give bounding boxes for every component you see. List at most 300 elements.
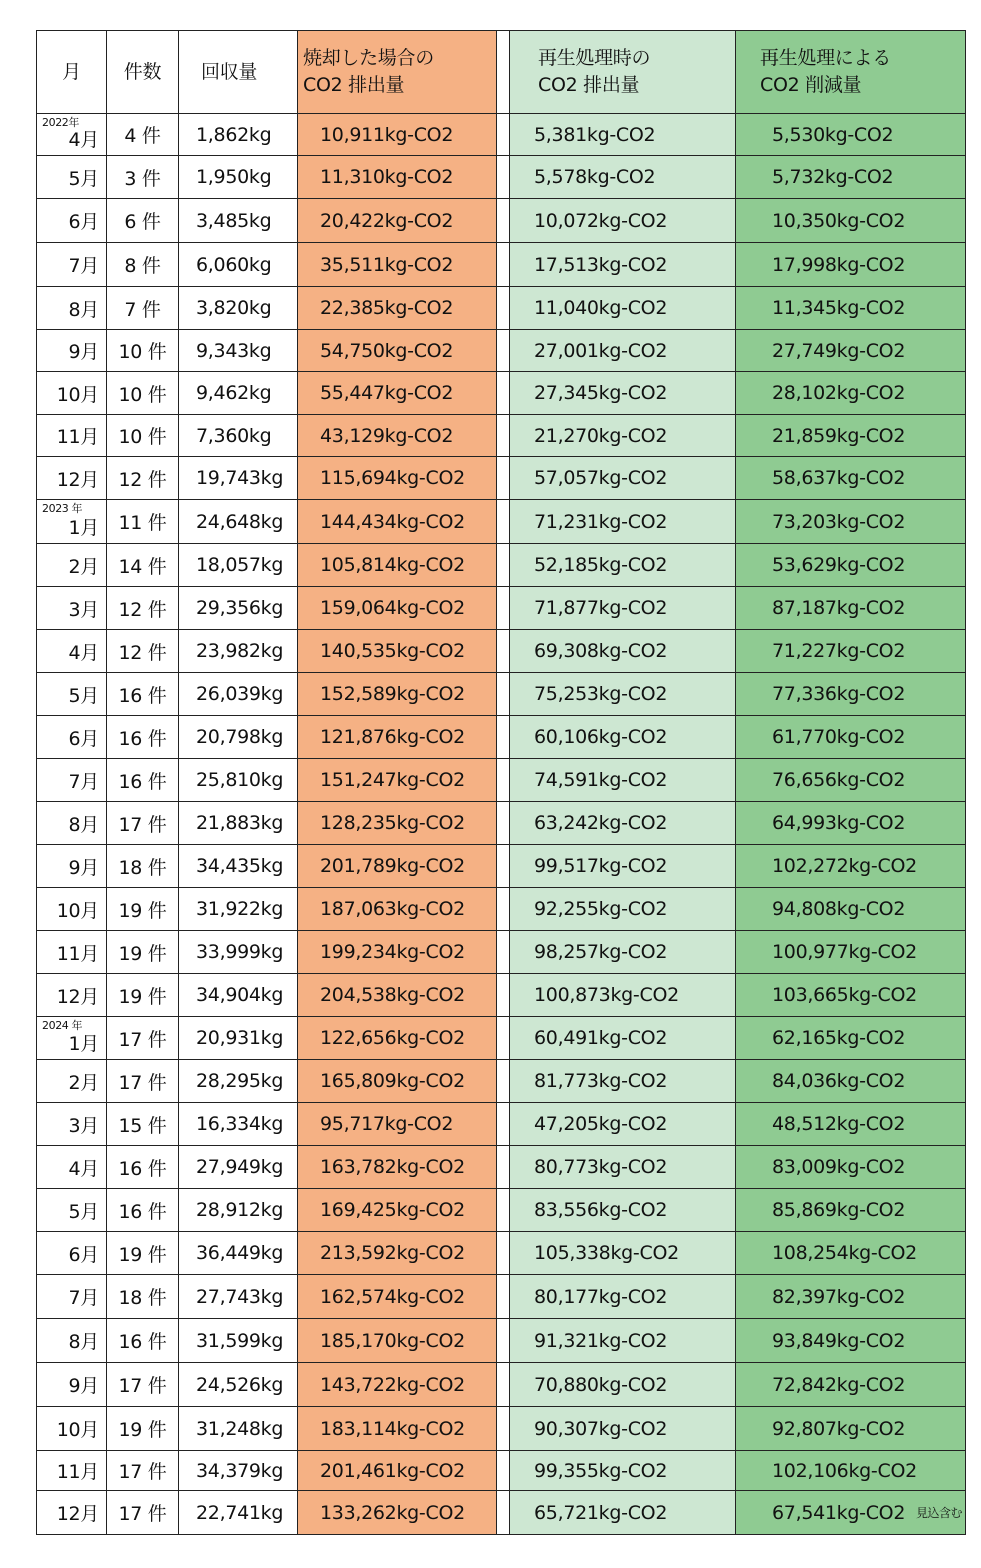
spacer-cell (497, 888, 510, 931)
regeneration-cell: 21,270kg-CO2 (510, 415, 736, 457)
month-label: 5月 (68, 684, 99, 707)
month-cell (37, 114, 107, 156)
incineration-cell: 201,461kg-CO2 (298, 1451, 497, 1491)
regeneration-cell: 98,257kg-CO2 (510, 931, 736, 974)
count-cell: 11 件 (107, 500, 179, 544)
incineration-cell: 133,262kg-CO2 (298, 1491, 497, 1535)
reduction-cell: 72,842kg-CO2 (736, 1363, 966, 1407)
amount-cell: 36,449kg (179, 1232, 298, 1275)
month-label: 7月 (68, 770, 99, 793)
month-label: 9月 (68, 341, 99, 363)
spacer-cell (497, 630, 510, 673)
amount-cell: 21,883kg (179, 802, 298, 845)
amount-cell: 18,057kg (179, 544, 298, 587)
incineration-cell: 151,247kg-CO2 (298, 759, 497, 802)
reduction-cell: 64,993kg-CO2 (736, 802, 966, 845)
incineration-cell: 183,114kg-CO2 (298, 1407, 497, 1451)
count-cell: 17 件 (107, 1363, 179, 1407)
count-cell: 6 件 (107, 199, 179, 243)
month-label: 1月 (68, 1033, 99, 1055)
table-row (37, 1491, 966, 1535)
reduction-cell: 17,998kg-CO2 (736, 243, 966, 287)
regeneration-cell: 5,578kg-CO2 (510, 156, 736, 199)
count-cell: 17 件 (107, 1451, 179, 1491)
table-row (37, 1060, 966, 1103)
month-label: 12月 (56, 468, 99, 491)
incineration-cell: 11,310kg-CO2 (298, 156, 497, 199)
header-incineration-line2: CO2 排出量 (303, 74, 405, 96)
month-cell (37, 888, 107, 931)
month-cell (37, 1189, 107, 1232)
table-row (37, 330, 966, 372)
amount-cell: 22,741kg (179, 1491, 298, 1535)
amount-cell: 20,931kg (179, 1017, 298, 1060)
month-label: 10月 (56, 1419, 99, 1441)
month-label: 12月 (56, 1503, 99, 1525)
spacer-cell (497, 1017, 510, 1060)
reduction-cell: 87,187kg-CO2 (736, 587, 966, 630)
month-label: 11月 (56, 426, 99, 448)
count-cell: 10 件 (107, 372, 179, 415)
reduction-cell: 10,350kg-CO2 (736, 199, 966, 243)
month-label: 11月 (56, 1461, 99, 1483)
regeneration-cell: 47,205kg-CO2 (510, 1103, 736, 1146)
count-cell: 19 件 (107, 931, 179, 974)
month-label: 4月 (68, 129, 99, 151)
spacer-cell (497, 1232, 510, 1275)
reduction-cell: 102,106kg-CO2 (736, 1451, 966, 1491)
incineration-cell: 55,447kg-CO2 (298, 372, 497, 415)
spacer-cell (497, 544, 510, 587)
regeneration-cell: 74,591kg-CO2 (510, 759, 736, 802)
reduction-cell: 28,102kg-CO2 (736, 372, 966, 415)
reduction-cell: 76,656kg-CO2 (736, 759, 966, 802)
month-label: 7月 (68, 255, 99, 277)
amount-cell: 3,820kg (179, 287, 298, 330)
regeneration-cell: 17,513kg-CO2 (510, 243, 736, 287)
incineration-cell: 128,235kg-CO2 (298, 802, 497, 845)
amount-cell: 25,810kg (179, 759, 298, 802)
spacer-cell (497, 500, 510, 544)
spacer-cell (497, 330, 510, 372)
incineration-cell: 43,129kg-CO2 (298, 415, 497, 457)
header-amount: 回収量 (179, 31, 298, 114)
spacer-cell (497, 1319, 510, 1363)
count-cell: 18 件 (107, 845, 179, 888)
month-cell (37, 673, 107, 716)
header-reduction-line2: CO2 削減量 (760, 74, 862, 96)
table-row (37, 1407, 966, 1451)
reduction-cell: 11,345kg-CO2 (736, 287, 966, 330)
spacer-cell (497, 1146, 510, 1189)
amount-cell: 34,379kg (179, 1451, 298, 1491)
header-incineration (298, 31, 497, 114)
amount-cell: 23,982kg (179, 630, 298, 673)
regeneration-cell: 57,057kg-CO2 (510, 457, 736, 500)
year-label: 2024 年 (42, 1019, 83, 1032)
regeneration-cell: 27,345kg-CO2 (510, 372, 736, 415)
spacer-cell (497, 1407, 510, 1451)
reduction-cell: 67,541kg-CO2 (736, 1491, 966, 1535)
count-cell: 17 件 (107, 1017, 179, 1060)
reduction-cell: 108,254kg-CO2 (736, 1232, 966, 1275)
reduction-cell: 73,203kg-CO2 (736, 500, 966, 544)
regeneration-cell: 90,307kg-CO2 (510, 1407, 736, 1451)
reduction-cell: 21,859kg-CO2 (736, 415, 966, 457)
amount-cell: 34,435kg (179, 845, 298, 888)
month-cell (37, 1319, 107, 1363)
regeneration-cell: 99,355kg-CO2 (510, 1451, 736, 1491)
table-row (37, 673, 966, 716)
amount-cell: 1,862kg (179, 114, 298, 156)
month-cell (37, 931, 107, 974)
table-row (37, 457, 966, 500)
regeneration-cell: 81,773kg-CO2 (510, 1060, 736, 1103)
regeneration-cell: 27,001kg-CO2 (510, 330, 736, 372)
table-row (37, 587, 966, 630)
reduction-cell: 100,977kg-CO2 (736, 931, 966, 974)
reduction-cell: 48,512kg-CO2 (736, 1103, 966, 1146)
regeneration-cell: 69,308kg-CO2 (510, 630, 736, 673)
month-cell (37, 974, 107, 1017)
year-label: 2022年 (42, 116, 79, 129)
count-cell: 16 件 (107, 759, 179, 802)
amount-cell: 29,356kg (179, 587, 298, 630)
month-cell (37, 330, 107, 372)
incineration-cell: 187,063kg-CO2 (298, 888, 497, 931)
header-reduction-line1: 再生処理による (760, 47, 891, 69)
month-cell (37, 1363, 107, 1407)
month-label: 1月 (68, 517, 99, 539)
count-cell: 16 件 (107, 1146, 179, 1189)
regeneration-cell: 60,106kg-CO2 (510, 716, 736, 759)
incineration-cell: 163,782kg-CO2 (298, 1146, 497, 1189)
table-row (37, 415, 966, 457)
table-row (37, 888, 966, 931)
month-cell (37, 372, 107, 415)
month-cell (37, 1146, 107, 1189)
month-cell (37, 1451, 107, 1491)
incineration-cell: 95,717kg-CO2 (298, 1103, 497, 1146)
month-label: 6月 (68, 211, 99, 233)
table-row (37, 156, 966, 199)
co2-reduction-table (36, 30, 966, 1535)
incineration-cell: 152,589kg-CO2 (298, 673, 497, 716)
month-label: 6月 (68, 1243, 99, 1266)
amount-cell: 3,485kg (179, 199, 298, 243)
month-label: 11月 (56, 942, 99, 965)
reduction-cell: 85,869kg-CO2 (736, 1189, 966, 1232)
table-row (37, 1319, 966, 1363)
footnote: 見込含む (916, 1506, 963, 1520)
month-label: 7月 (68, 1287, 99, 1309)
incineration-cell: 143,722kg-CO2 (298, 1363, 497, 1407)
table-row (37, 931, 966, 974)
reduction-cell: 84,036kg-CO2 (736, 1060, 966, 1103)
month-label: 2月 (68, 555, 99, 578)
amount-cell: 27,743kg (179, 1275, 298, 1319)
count-cell: 19 件 (107, 1232, 179, 1275)
spacer-cell (497, 845, 510, 888)
year-label: 2023 年 (42, 502, 83, 515)
spacer-cell (497, 1451, 510, 1491)
incineration-cell: 115,694kg-CO2 (298, 457, 497, 500)
month-label: 10月 (56, 899, 99, 922)
month-cell (37, 1407, 107, 1451)
amount-cell: 7,360kg (179, 415, 298, 457)
spacer-cell (497, 114, 510, 156)
regeneration-cell: 75,253kg-CO2 (510, 673, 736, 716)
count-cell: 10 件 (107, 330, 179, 372)
table-row (37, 199, 966, 243)
amount-cell: 28,912kg (179, 1189, 298, 1232)
incineration-cell: 165,809kg-CO2 (298, 1060, 497, 1103)
incineration-cell: 213,592kg-CO2 (298, 1232, 497, 1275)
header-incineration-line1: 焼却した場合の (303, 47, 434, 69)
regeneration-cell: 99,517kg-CO2 (510, 845, 736, 888)
regeneration-cell: 60,491kg-CO2 (510, 1017, 736, 1060)
month-cell (37, 1491, 107, 1535)
reduction-cell: 93,849kg-CO2 (736, 1319, 966, 1363)
count-cell: 16 件 (107, 1319, 179, 1363)
regeneration-cell: 105,338kg-CO2 (510, 1232, 736, 1275)
amount-cell: 31,922kg (179, 888, 298, 931)
count-cell: 19 件 (107, 974, 179, 1017)
count-cell: 7 件 (107, 287, 179, 330)
incineration-cell: 159,064kg-CO2 (298, 587, 497, 630)
month-cell (37, 1060, 107, 1103)
spacer-cell (497, 415, 510, 457)
month-label: 8月 (68, 1331, 99, 1353)
month-label: 5月 (68, 167, 99, 190)
incineration-cell: 201,789kg-CO2 (298, 845, 497, 888)
amount-cell: 9,343kg (179, 330, 298, 372)
month-label: 3月 (68, 1114, 99, 1137)
header-spacer (497, 31, 510, 114)
month-label: 3月 (68, 598, 99, 621)
spacer-cell (497, 1491, 510, 1535)
count-cell: 15 件 (107, 1103, 179, 1146)
regeneration-cell: 83,556kg-CO2 (510, 1189, 736, 1232)
month-cell (37, 287, 107, 330)
month-label: 4月 (68, 641, 99, 664)
month-cell (37, 415, 107, 457)
month-label: 12月 (56, 985, 99, 1008)
regeneration-cell: 65,721kg-CO2 (510, 1491, 736, 1535)
reduction-cell: 62,165kg-CO2 (736, 1017, 966, 1060)
month-cell (37, 1103, 107, 1146)
spacer-cell (497, 1060, 510, 1103)
incineration-cell: 35,511kg-CO2 (298, 243, 497, 287)
month-cell (37, 759, 107, 802)
header-reduction (736, 31, 966, 114)
month-cell (37, 630, 107, 673)
month-label: 8月 (68, 298, 99, 321)
table-row (37, 630, 966, 673)
table-body (37, 114, 966, 1535)
table-row (37, 544, 966, 587)
incineration-cell: 185,170kg-CO2 (298, 1319, 497, 1363)
amount-cell: 24,648kg (179, 500, 298, 544)
amount-cell: 34,904kg (179, 974, 298, 1017)
spacer-cell (497, 802, 510, 845)
reduction-cell: 5,530kg-CO2 (736, 114, 966, 156)
month-cell (37, 544, 107, 587)
amount-cell: 24,526kg (179, 1363, 298, 1407)
spacer-cell (497, 372, 510, 415)
amount-cell: 6,060kg (179, 243, 298, 287)
count-cell: 16 件 (107, 716, 179, 759)
month-label: 8月 (68, 813, 99, 836)
count-cell: 17 件 (107, 802, 179, 845)
regeneration-cell: 71,231kg-CO2 (510, 500, 736, 544)
spacer-cell (497, 1103, 510, 1146)
month-cell (37, 156, 107, 199)
spacer-cell (497, 457, 510, 500)
month-cell (37, 845, 107, 888)
spacer-cell (497, 1275, 510, 1319)
spacer-cell (497, 587, 510, 630)
reduction-cell: 94,808kg-CO2 (736, 888, 966, 931)
amount-cell: 1,950kg (179, 156, 298, 199)
incineration-cell: 144,434kg-CO2 (298, 500, 497, 544)
spacer-cell (497, 1189, 510, 1232)
spacer-cell (497, 931, 510, 974)
reduction-cell: 102,272kg-CO2 (736, 845, 966, 888)
regeneration-cell: 71,877kg-CO2 (510, 587, 736, 630)
count-cell: 10 件 (107, 415, 179, 457)
count-cell: 17 件 (107, 1060, 179, 1103)
spacer-cell (497, 1363, 510, 1407)
count-cell: 19 件 (107, 888, 179, 931)
header-month: 月 (37, 31, 107, 114)
regeneration-cell: 63,242kg-CO2 (510, 802, 736, 845)
month-cell (37, 1275, 107, 1319)
month-cell (37, 1017, 107, 1060)
header-count: 件数 (107, 31, 179, 114)
table-row (37, 1451, 966, 1491)
amount-cell: 31,248kg (179, 1407, 298, 1451)
reduction-cell: 83,009kg-CO2 (736, 1146, 966, 1189)
incineration-cell: 122,656kg-CO2 (298, 1017, 497, 1060)
count-cell: 12 件 (107, 630, 179, 673)
header-regeneration-line1: 再生処理時の (538, 47, 651, 69)
regeneration-cell: 10,072kg-CO2 (510, 199, 736, 243)
regeneration-cell: 52,185kg-CO2 (510, 544, 736, 587)
incineration-cell: 54,750kg-CO2 (298, 330, 497, 372)
spacer-cell (497, 243, 510, 287)
month-cell (37, 802, 107, 845)
reduction-cell: 92,807kg-CO2 (736, 1407, 966, 1451)
table-row (37, 500, 966, 544)
table-row (37, 802, 966, 845)
incineration-cell: 10,911kg-CO2 (298, 114, 497, 156)
month-label: 9月 (68, 856, 99, 879)
incineration-cell: 121,876kg-CO2 (298, 716, 497, 759)
reduction-cell: 71,227kg-CO2 (736, 630, 966, 673)
month-cell (37, 457, 107, 500)
table-row (37, 1103, 966, 1146)
amount-cell: 27,949kg (179, 1146, 298, 1189)
incineration-cell: 199,234kg-CO2 (298, 931, 497, 974)
month-label: 4月 (68, 1157, 99, 1180)
header-regeneration (510, 31, 736, 114)
amount-cell: 9,462kg (179, 372, 298, 415)
incineration-cell: 20,422kg-CO2 (298, 199, 497, 243)
table-row (37, 372, 966, 415)
count-cell: 17 件 (107, 1491, 179, 1535)
incineration-cell: 105,814kg-CO2 (298, 544, 497, 587)
count-cell: 18 件 (107, 1275, 179, 1319)
month-label: 6月 (68, 727, 99, 750)
reduction-cell: 58,637kg-CO2 (736, 457, 966, 500)
month-cell (37, 587, 107, 630)
table-row (37, 114, 966, 156)
table-row (37, 287, 966, 330)
count-cell: 19 件 (107, 1407, 179, 1451)
month-label: 9月 (68, 1375, 99, 1397)
reduction-cell: 61,770kg-CO2 (736, 716, 966, 759)
header-row (37, 31, 966, 114)
table-row (37, 1146, 966, 1189)
reduction-cell: 77,336kg-CO2 (736, 673, 966, 716)
table-row (37, 1363, 966, 1407)
spacer-cell (497, 759, 510, 802)
month-label: 10月 (56, 383, 99, 406)
amount-cell: 26,039kg (179, 673, 298, 716)
table-row (37, 1017, 966, 1060)
regeneration-cell: 91,321kg-CO2 (510, 1319, 736, 1363)
reduction-cell: 5,732kg-CO2 (736, 156, 966, 199)
amount-cell: 31,599kg (179, 1319, 298, 1363)
spacer-cell (497, 974, 510, 1017)
table-row (37, 1275, 966, 1319)
month-cell (37, 1232, 107, 1275)
incineration-cell: 22,385kg-CO2 (298, 287, 497, 330)
table-row (37, 243, 966, 287)
incineration-cell: 169,425kg-CO2 (298, 1189, 497, 1232)
count-cell: 16 件 (107, 673, 179, 716)
table-row (37, 759, 966, 802)
count-cell: 4 件 (107, 114, 179, 156)
table-row (37, 1189, 966, 1232)
regeneration-cell: 80,177kg-CO2 (510, 1275, 736, 1319)
reduction-cell: 103,665kg-CO2 (736, 974, 966, 1017)
header-regeneration-line2: CO2 排出量 (538, 74, 640, 96)
table-row (37, 1232, 966, 1275)
amount-cell: 16,334kg (179, 1103, 298, 1146)
regeneration-cell: 70,880kg-CO2 (510, 1363, 736, 1407)
amount-cell: 19,743kg (179, 457, 298, 500)
incineration-cell: 204,538kg-CO2 (298, 974, 497, 1017)
amount-cell: 33,999kg (179, 931, 298, 974)
month-label: 5月 (68, 1200, 99, 1223)
count-cell: 8 件 (107, 243, 179, 287)
table-row (37, 716, 966, 759)
table-row (37, 845, 966, 888)
regeneration-cell: 11,040kg-CO2 (510, 287, 736, 330)
amount-cell: 20,798kg (179, 716, 298, 759)
amount-cell: 28,295kg (179, 1060, 298, 1103)
month-cell (37, 199, 107, 243)
month-cell (37, 243, 107, 287)
count-cell: 12 件 (107, 457, 179, 500)
regeneration-cell: 92,255kg-CO2 (510, 888, 736, 931)
reduction-cell: 53,629kg-CO2 (736, 544, 966, 587)
reduction-cell: 27,749kg-CO2 (736, 330, 966, 372)
table-row (37, 974, 966, 1017)
reduction-cell: 82,397kg-CO2 (736, 1275, 966, 1319)
